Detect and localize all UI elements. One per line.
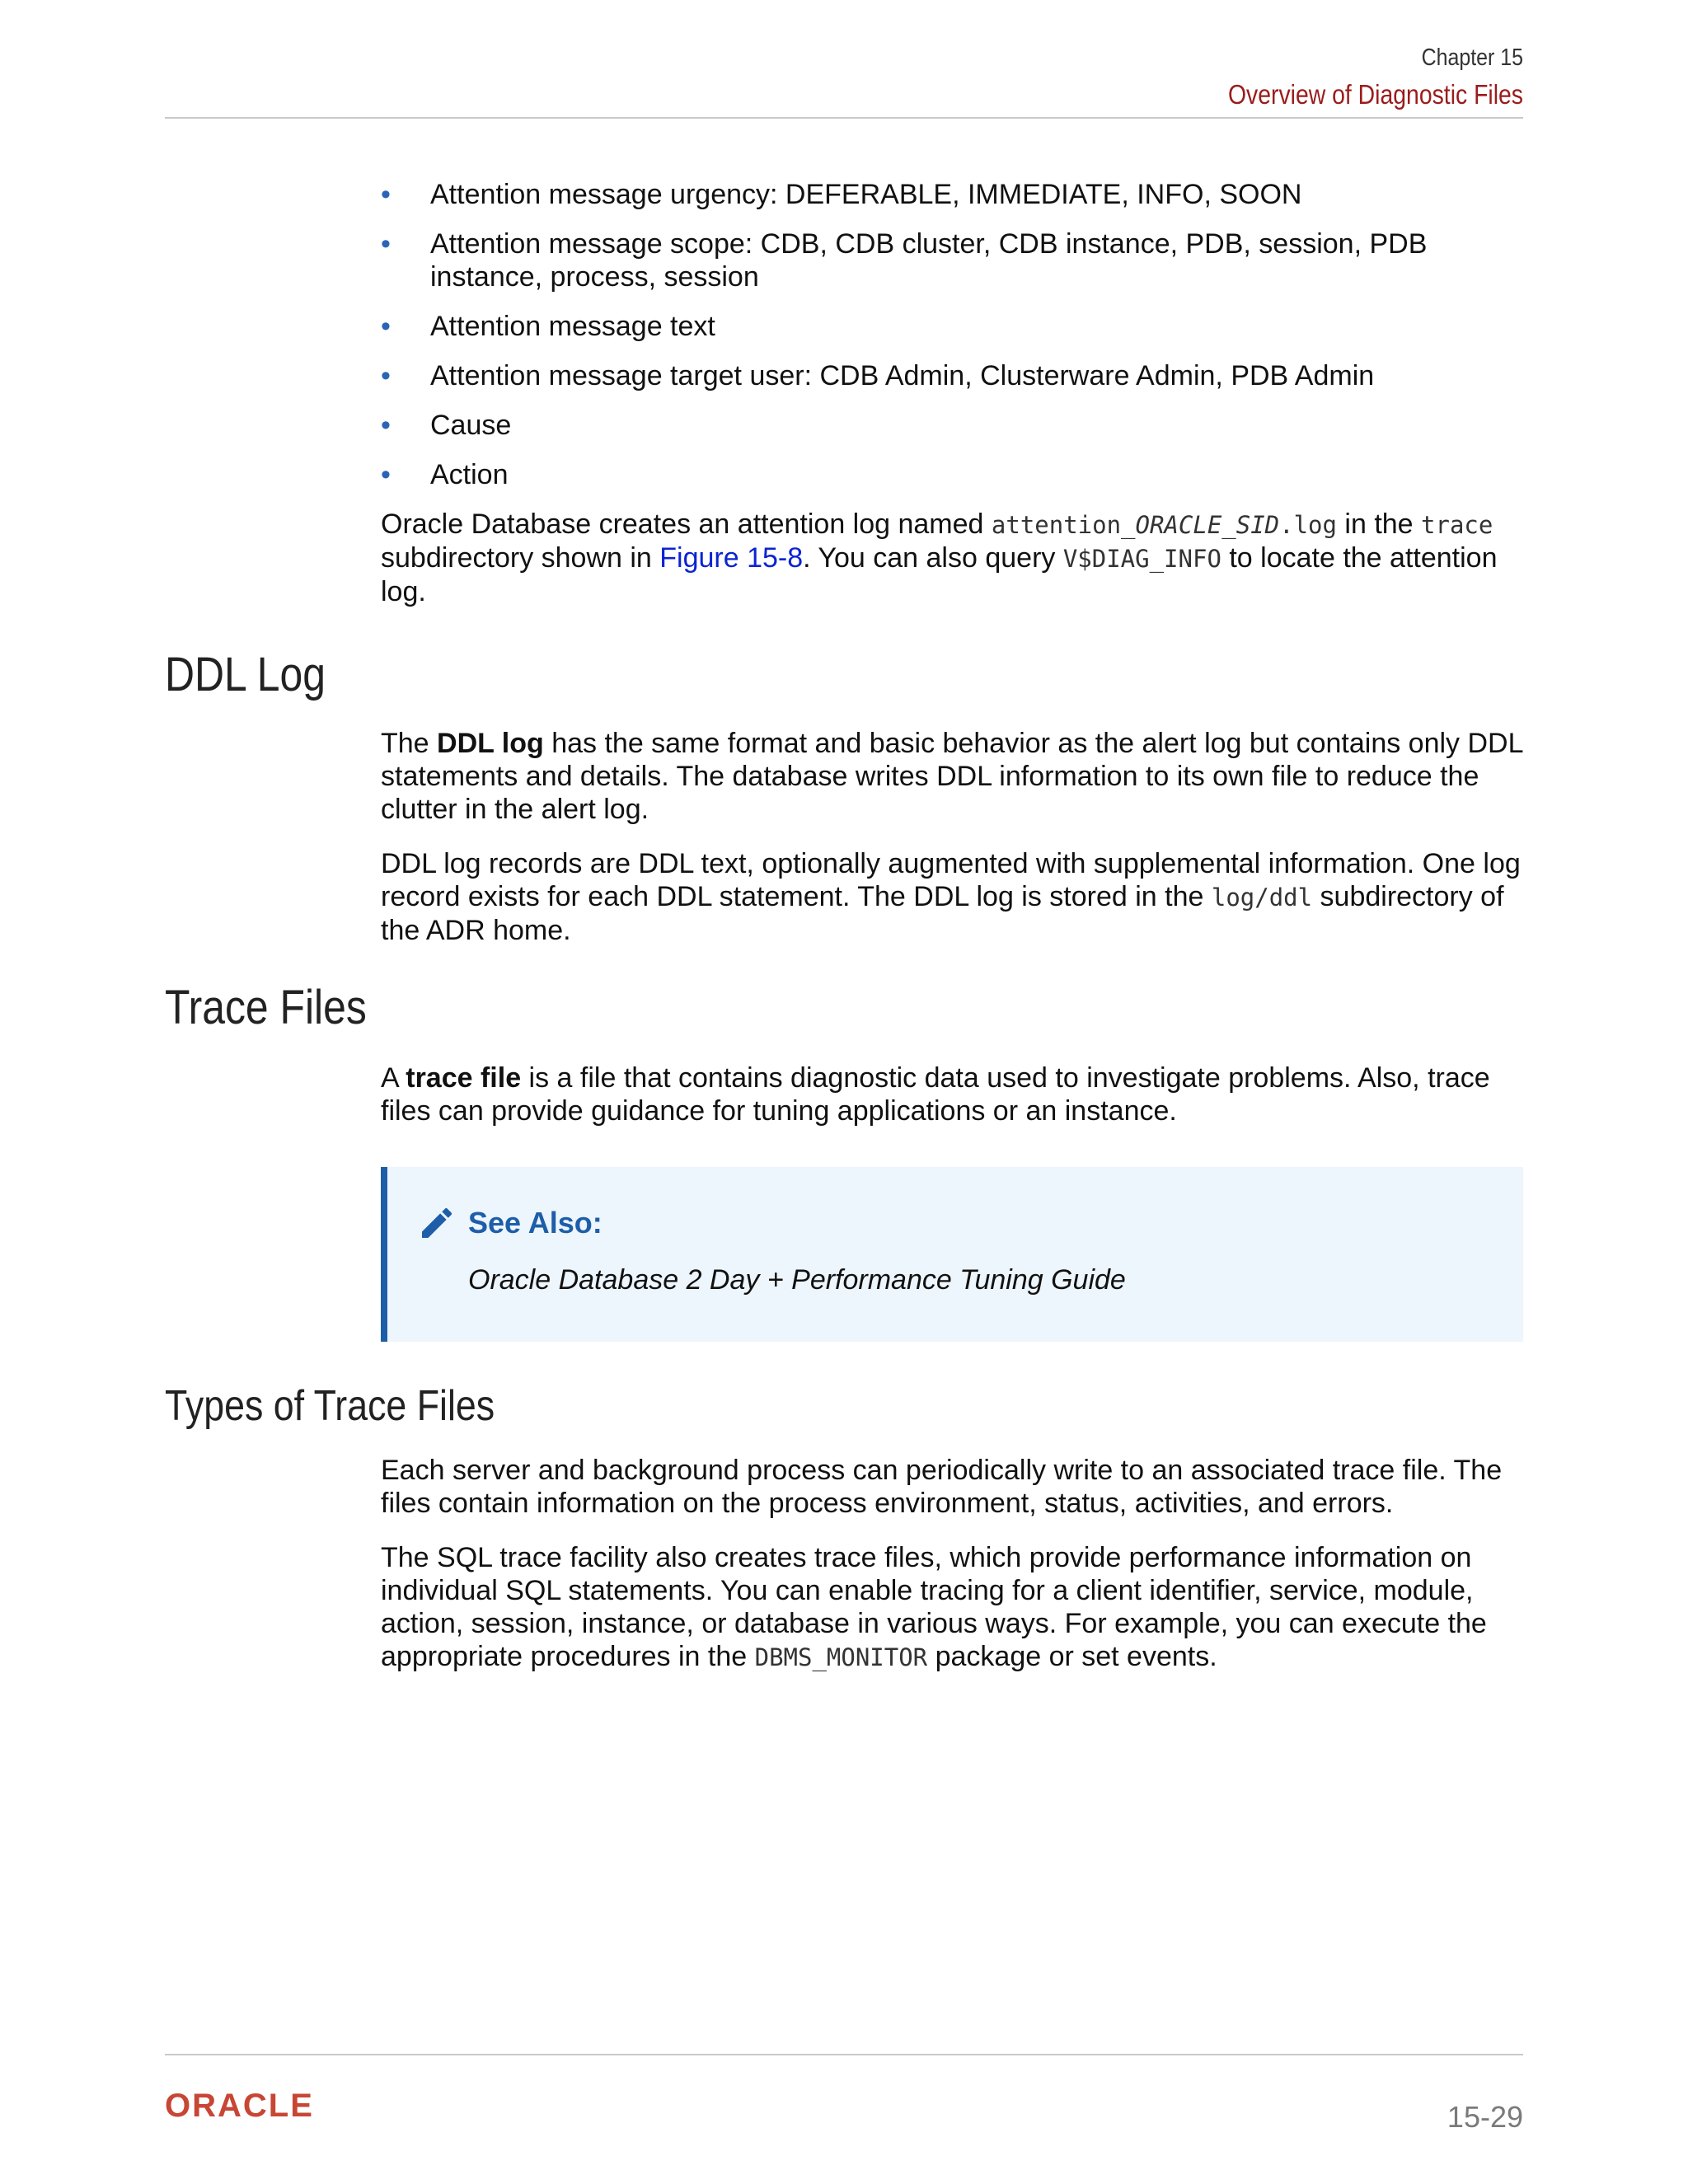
svg-text:ORACLE: ORACLE [165,2088,314,2121]
page-number: 15-29 [1447,2100,1523,2134]
running-header [165,40,1523,114]
types-paragraph-1: Each server and background process can periodically write to an associated trace file. The files contain information on the process environment, status, activities, and errors. [381,1455,1503,1519]
trace-files-section [381,1062,1523,1127]
ddl-log-heading: DDL Log [165,648,326,701]
see-also-title: See Also: [468,1206,603,1240]
list-item: • Attention message scope: CDB, CDB cluster, CDB instance, PDB, session, PDB instance, process, session [381,228,1428,293]
trace-files-paragraph: A trace file is a file that contains diagnostic data used to investigate problems. Also, trace files can provide guidance for tuning applications or an instance. [381,1062,1490,1127]
oracle-logo [165,2088,348,2121]
list-item: • Cause [381,410,512,441]
see-also-reference: Oracle Database 2 Day + Performance Tuning Guide [468,1264,1126,1296]
list-item: • Attention message urgency: DEFERABLE, IMMEDIATE, INFO, SOON [381,179,1302,210]
trace-files-heading: Trace Files [165,981,367,1034]
list-item: • Action [381,459,509,490]
list-item: • Attention message target user: CDB Admin, Clusterware Admin, PDB Admin [381,360,1375,391]
bullet-icon: • [381,360,391,391]
types-paragraph-2: The SQL trace facility also creates trace files, which provide performance information on individual SQL statements. You can enable tracing for a client identifier, service, module, action, session, instance, or database in various ways. For example, you can execute the appropriate procedures in the DBMS_MONITOR package or set events. [381,1542,1487,1672]
bullet-icon: • [381,228,391,260]
ddl-log-paragraph-1: The DDL log has the same format and basic behavior as the alert log but contains only DDL statements and details. The database writes DDL information to its own file to reduce the clutter in the alert log. [381,728,1523,825]
types-of-trace-files-section [381,1454,1523,1674]
figure-15-8-link[interactable]: Figure 15-8 [659,542,804,574]
chapter-label: Chapter 15 [1421,45,1523,71]
bullet-icon: • [381,179,391,210]
bullet-icon: • [381,459,391,490]
bullet-icon: • [381,410,391,441]
attention-section [381,178,1523,608]
header-rule [165,117,1523,119]
see-also-note [381,1167,1523,1342]
footer-rule [165,2054,1523,2055]
pencil-icon [417,1203,457,1243]
bullet-icon: • [381,311,391,342]
attention-bullet-list [381,178,1523,491]
ddl-log-paragraph-2: DDL log records are DDL text, optionally augmented with supplemental information. One log record exists for each DDL statement. The DDL log is stored in the log/ddl subdirectory of the ADR home. [381,848,1521,946]
ddl-log-section [381,727,1523,947]
list-item: • Attention message text [381,311,715,342]
attention-log-paragraph: Oracle Database creates an attention log named attention_ORACLE_SID.log in the trace subdirectory shown in Figure 15-8. You can also query V$DIAG_INFO to locate the attention log. [381,509,1498,607]
section-title: Overview of Diagnostic Files [1227,79,1523,110]
types-of-trace-files-heading: Types of Trace Files [165,1382,495,1430]
